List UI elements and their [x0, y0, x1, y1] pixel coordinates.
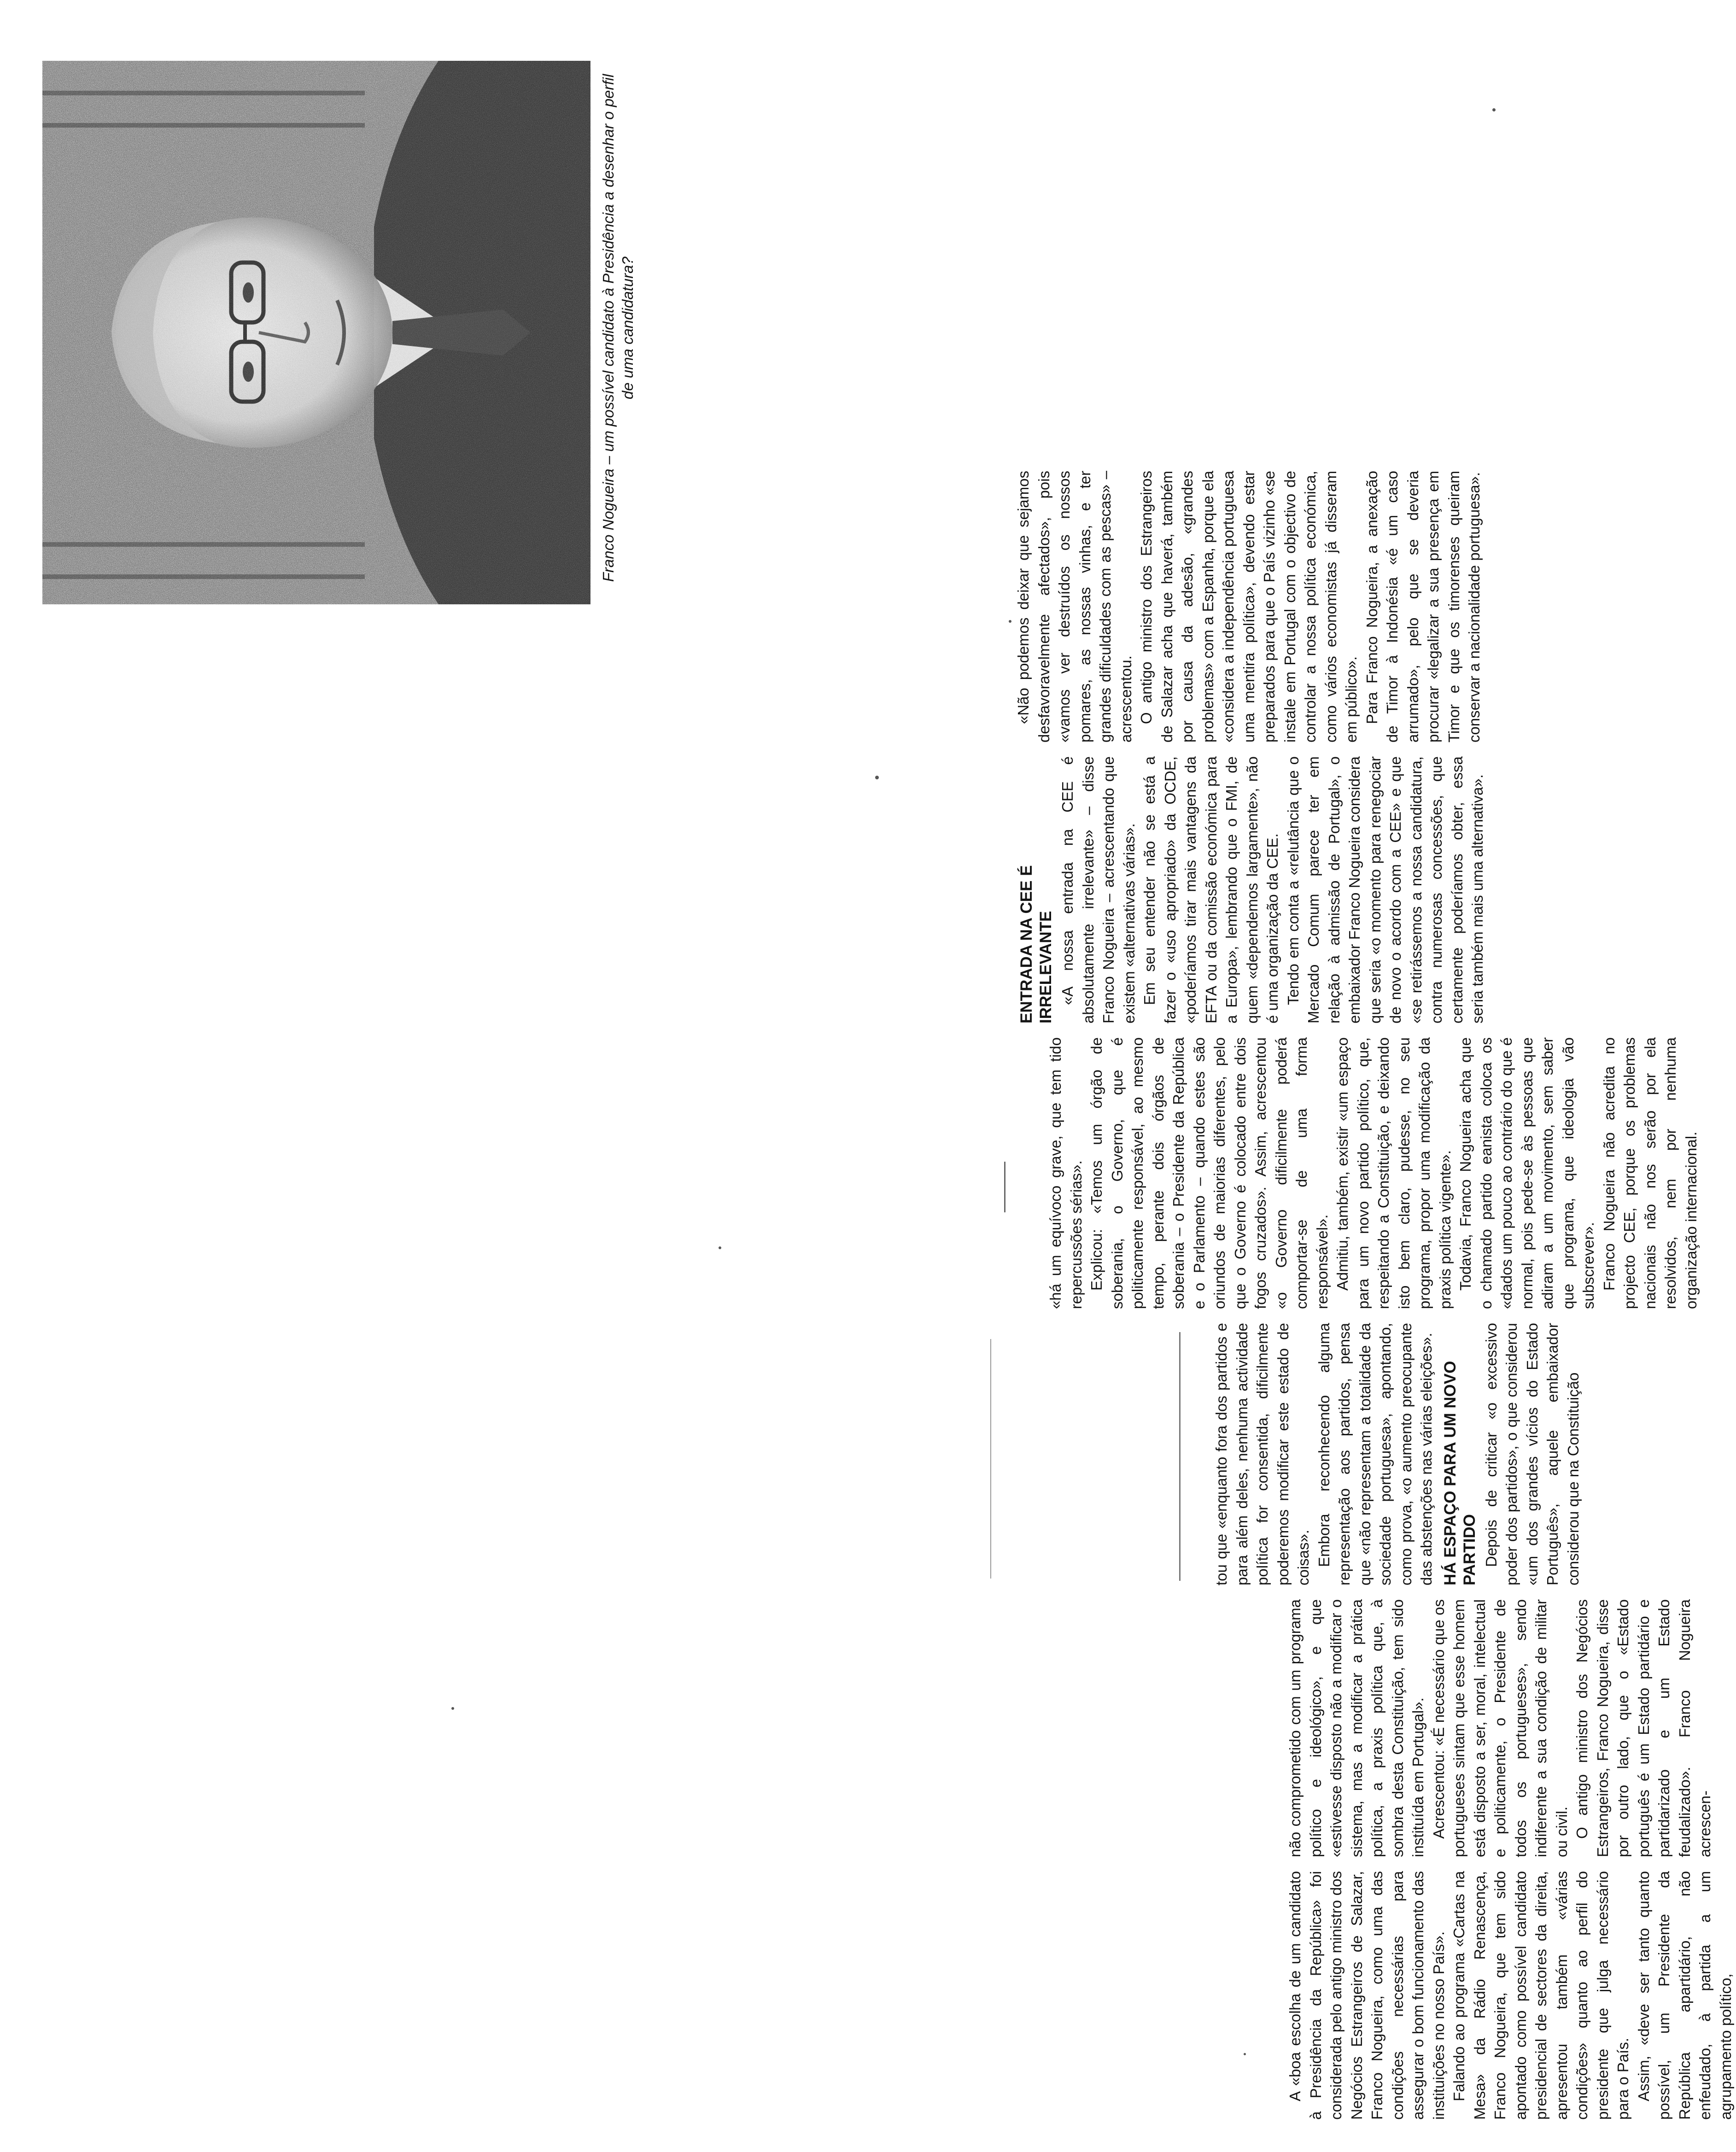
article-column-6 [1013, 471, 1506, 743]
article-paragraph: Todavia, Franco Nogueira acha que o chamado partido eanista coloca os «dados um pouco ao contrário do que é normal, pois pede-se às pessoas que adiram a um movimento, sem saber que programa, que ideologia vão subscrever». [1457, 1037, 1597, 1309]
article-paragraph: Falando ao programa «Cartas na Mesa» da Rádio Renascença, Franco Nogueira, que tem sido apontado como possível candidato presidencial de sectores da direita, apresentou também «várias condições» quanto ao perfil do presidente que julga necessário para o País. [1450, 1871, 1631, 2120]
scan-speck [875, 776, 879, 779]
article-paragraph: Em seu entender não se está a fazer o «uso apropriado» da OCDE, «poderíamos tirar mais vantagens da EFTA ou da comissão económica para a Europa», lembrando que o FMI, de quem «dependemos largamente», não é uma organização da CEE. [1141, 756, 1281, 1023]
article-paragraph: Embora reconhecendo alguma representação aos partidos, pensa que «não representam a totalidade da sociedade portuguesa», apontando, como prova, «o aumento preocupante das abstenções nas várias eleições». [1315, 1323, 1435, 1585]
section-heading: HÁ ESPAÇO PARA UM NOVO PARTIDO [1441, 1361, 1479, 1585]
article-paragraph: Franco Nogueira não acredita no projecto CEE, porque os problemas nacionais não nos serão por ela resolvidos, nem por nenhuma organização internacional. [1600, 1037, 1700, 1309]
article-paragraph: «Não podemos deixar que sejamos desfavoravelmente afectados», pois «vamos ver destruídos os nossos pomares, as nossas vinhas, e ter grandes dificuldades com as pescas» – acrescentou. [1015, 471, 1134, 743]
scan-speck [451, 1707, 454, 1710]
article-paragraph: O antigo ministro dos Estrangeiros de Salazar acha que haverá, também por causa da adesão, «grandes problemas» com a Espanha, porque ela «considera a independência portuguesa uma mentira política», devendo estar preparados para que o País vizinho «se instale em Portugal com o objectivo de controlar a nossa política económica, como vários economistas já disseram em público». [1138, 471, 1360, 743]
article-paragraph: Acrescentou: «É necessário que os portugueses sintam que esse homem está disposto a ser, moral, intelectual e politicamente, o Presidente de todos os portugueses», sendo indiferente a sua condição de militar ou civil. [1430, 1599, 1570, 1857]
article-column-3 [1211, 1323, 1582, 1585]
column-divider [1004, 1162, 1005, 1212]
article-paragraph: Assim, «deve ser tanto quanto possível, um Presidente da República apartidário, não enfeudado, à partida a um agrupamento político, [1635, 1871, 1734, 2120]
section-heading: ENTRADA NA CEE É IRRELEVANTE [1017, 865, 1055, 1023]
article-paragraph: Depois de criticar «o excessivo poder dos partidos», o que considerou «um dos grandes vícios do Estado Português», aquele embaixador considerou que na Constituição [1482, 1323, 1582, 1585]
column-divider [990, 1339, 991, 1579]
article-paragraph: «há um equívoco grave, que tem tido repercussões sérias». [1047, 1037, 1085, 1309]
article-paragraph: O antigo ministro dos Negócios Estrangeiros, Franco Nogueira, disse por outro lado, que o «Estado português é um Estado partidário e partidarizado e um Estado feudalizado». Franco Nogueira acrescen- [1573, 1599, 1713, 1857]
article-paragraph: «A nossa entrada na CEE é absolutamente irrelevante» – disse Franco Nogueira – acrescentando que existem «alternativas várias». [1059, 756, 1138, 1023]
article-column-5 [1013, 756, 1502, 1023]
article-paragraph: Explicou: «Temos um órgão de soberania, o Governo, que é politicamente responsável, ao mesmo tempo, perante dois órgãos de soberania – o Presidente da República e o Parlamento – quando estes são oriundos de maiorias diferentes, pelo que o Governo é colocado entre dois fogos cruzados». Assim, acrescentou «o Governo dificilmente poderá comportar-se de uma forma responsável». [1088, 1037, 1331, 1309]
scan-speck [1492, 108, 1496, 111]
article-column-2 [1285, 1599, 1713, 1857]
scan-speck [1009, 620, 1011, 623]
column-divider [1179, 1332, 1181, 1581]
scan-speck [719, 1246, 721, 1249]
article-paragraph: Admitiu, também, existir «um espaço para um novo partido político, que, respeitando a Constituição, e deixando isto bem claro, pudesse, no seu programa, propor uma modificação da praxis política vigente». [1334, 1037, 1454, 1309]
article-paragraph: Tendo em conta a «relutância que o Mercado Comum parece ter em relação à admissão de Portugal», o embaixador Franco Nogueira considera que seria «o momento para renegociar de novo o acordo com a CEE» e que «se retirássemos a nossa candidatura, contra numerosas concessões, que certamente poderíamos obter, essa seria também mais uma alternativa». [1284, 756, 1486, 1023]
article-paragraph: Para Franco Nogueira, a anexação de Timor à Indonésia «é um caso arrumado», pelo que se deveria procurar «legalizar a sua presença em Timor e que os timorenses queiram conservar a nacionalidade portuguesa». [1363, 471, 1483, 743]
article-column-1 [1285, 1871, 1734, 2120]
article-column-4 [1046, 1037, 1700, 1309]
article-paragraph: tou que «enquanto fora dos partidos e para além deles, nenhuma actividade política for consentida, dificilmente poderemos modificar este estado de coisas». [1213, 1323, 1312, 1585]
scan-speck [1244, 2053, 1246, 2055]
portrait-photo [42, 61, 590, 604]
photo-caption: Franco Nogueira – um possível candidato à Presidência a desenhar o perfil de uma candidatura? [600, 74, 636, 582]
article-paragraph: não comprometido com um programa político e ideológico», e que «estivesse disposto não a modificar o sistema, mas a modificar a prática política, a praxis política que, à sombra desta Constituição, tem sido instituída em Portugal». [1286, 1599, 1426, 1857]
article-paragraph: A «boa escolha de um candidato à Presidência da República» foi considerada pelo antigo ministro dos Negócios Estrangeiros de Salazar, Franco Nogueira, como uma das condições necessárias para assegurar o bom funcionamento das instituições no nosso País». [1286, 1871, 1447, 2120]
